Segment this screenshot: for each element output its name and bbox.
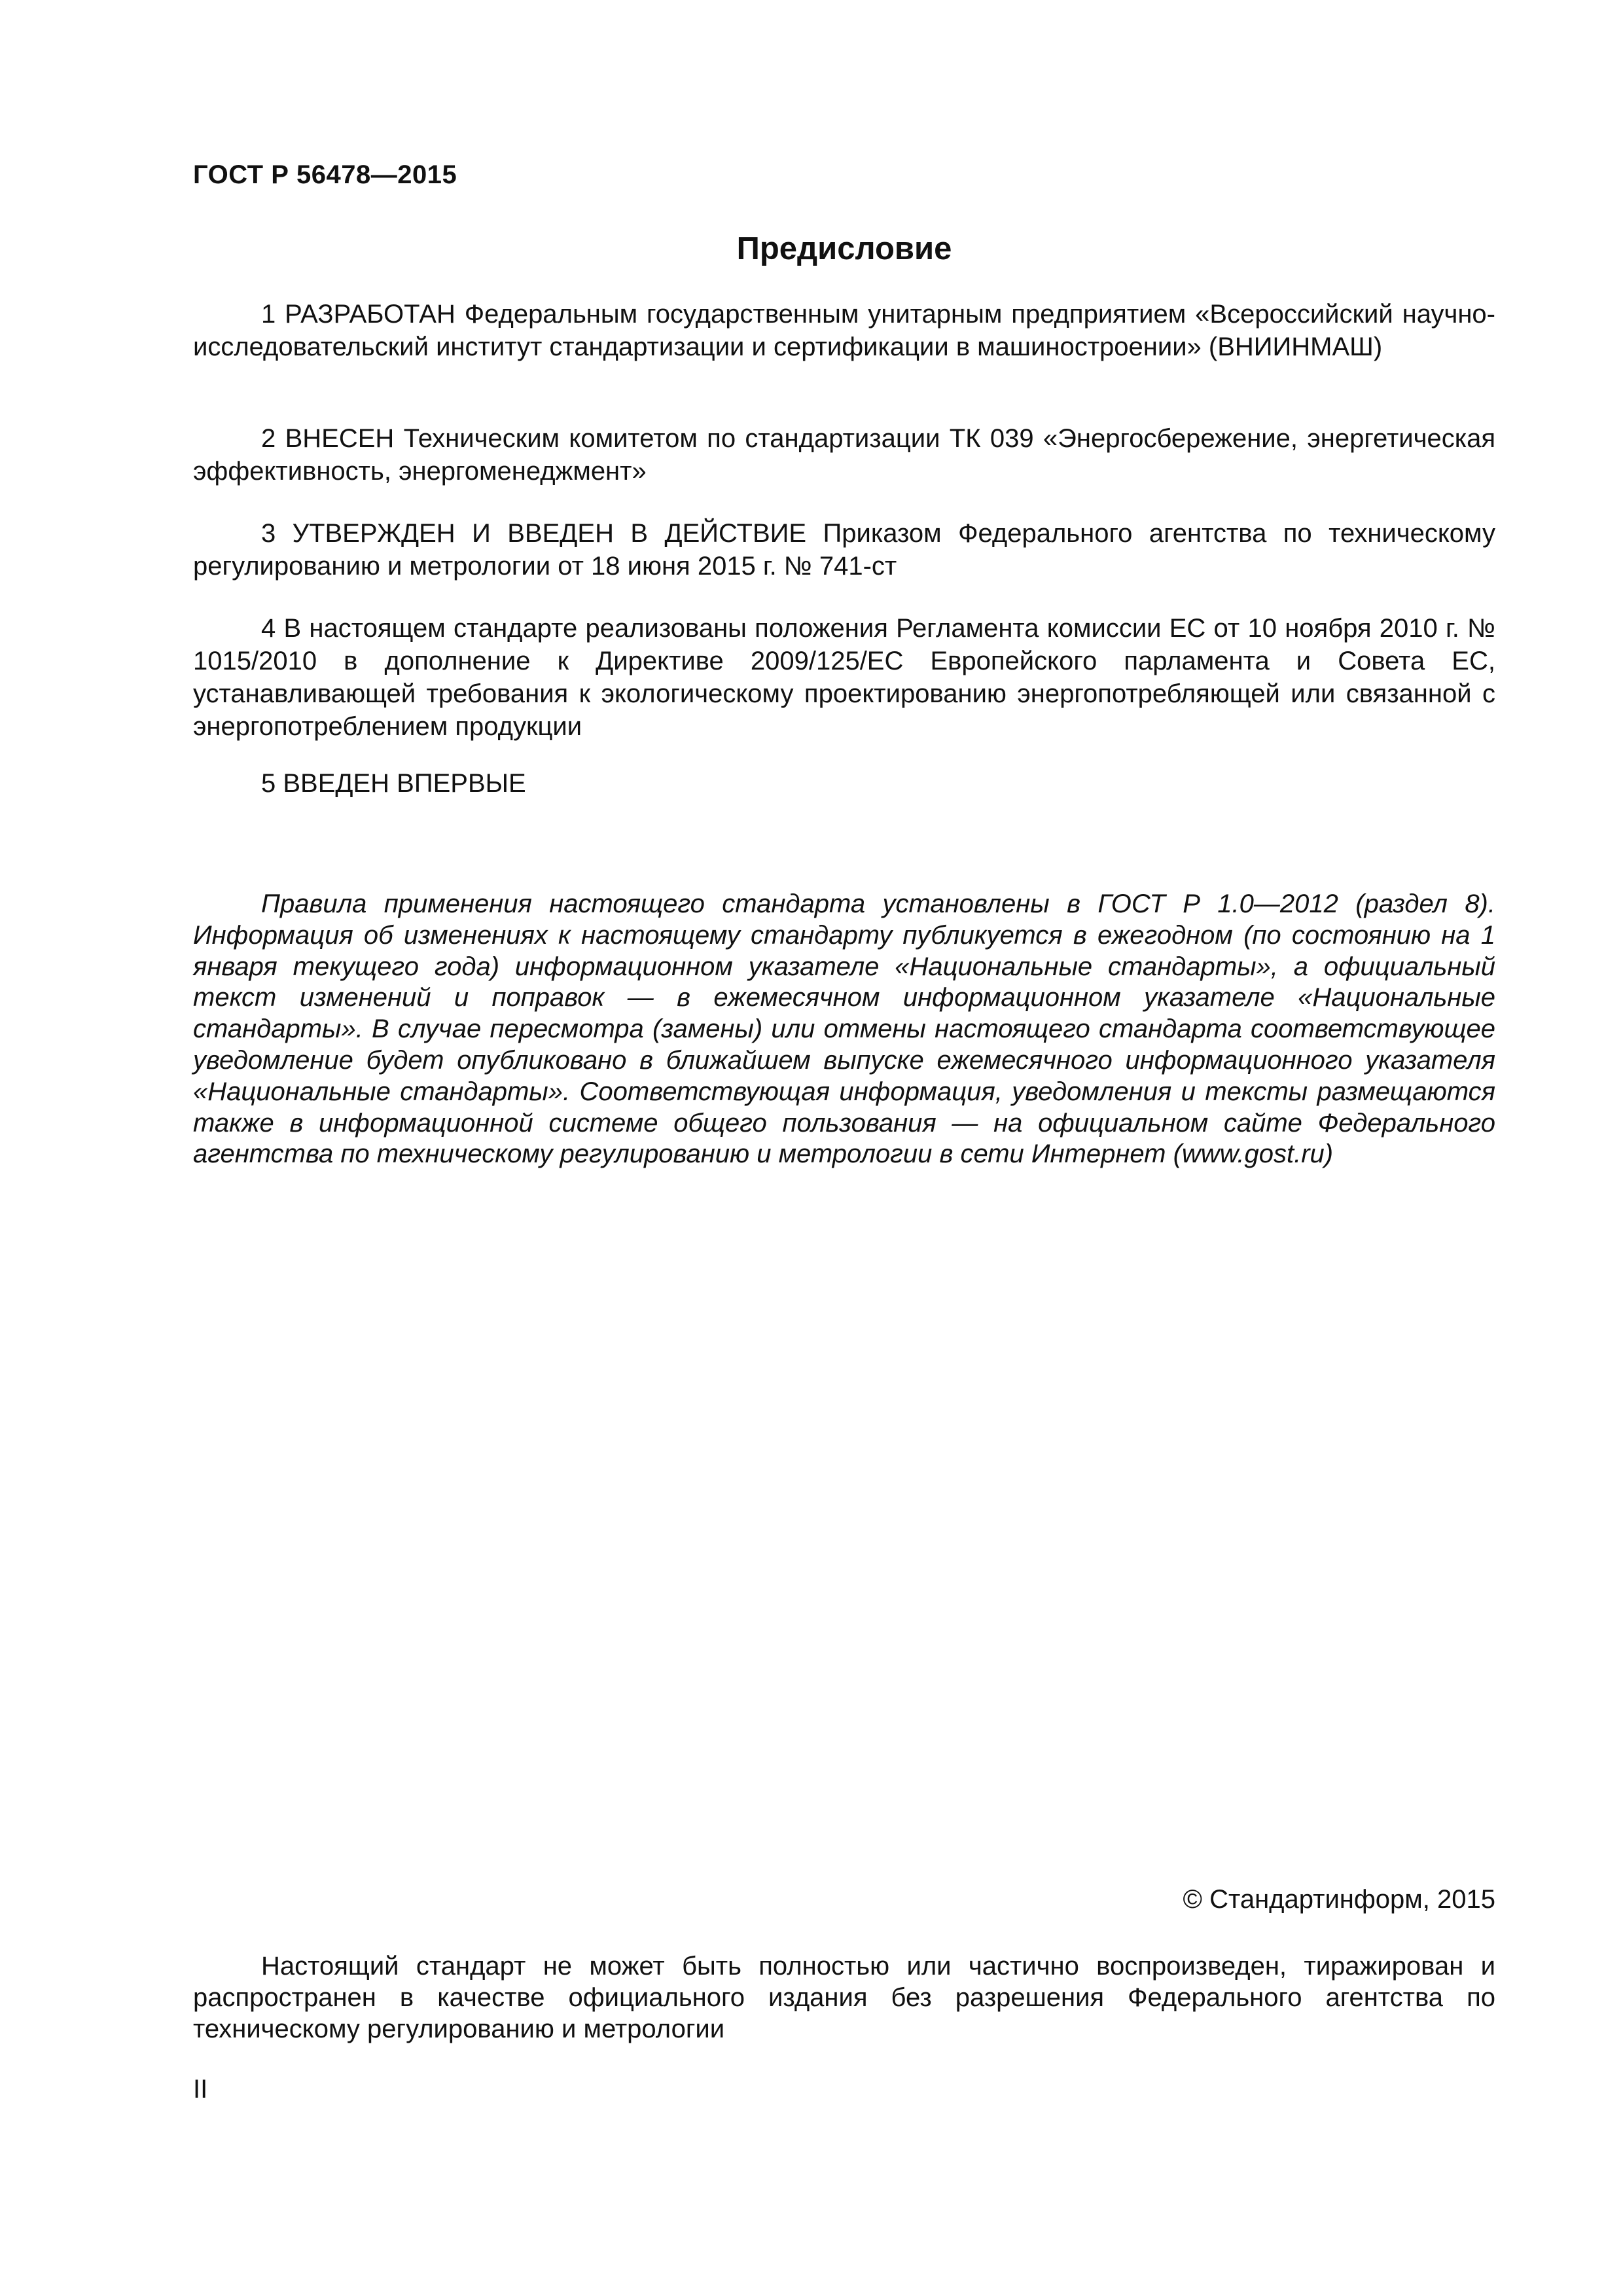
- page-title: Предисловие: [736, 231, 952, 266]
- paragraph-developed-by: 1 РАЗРАБОТАН Федеральным государственным унитарным предприятием «Всероссийский научно-исследовательский институт стандартизации и сертификации в машиностроении» (ВНИИНМАШ): [193, 300, 1495, 361]
- application-rules-note: Правила применения настоящего стандарта установлены в ГОСТ Р 1.0—2012 (раздел 8). Информация об изменениях к настоящему стандарту публикуется в ежегодном (по состоянию на 1 января текущего года) информационном указателе «Национальные стандарты», а официальный текст изменений и поправок — в ежемесячном информационном указателе «Национальные стандарты». В случае пересмотра (замены) или отмены настоящего стандарта соответствующее уведомление будет опубликовано в ближайшем выпуске ежемесячного информационного указателя «Национальные стандарты». Соответствующая информация, уведомления и тексты размещаются также в информационной системе общего пользования — на официальном сайте Федерального агентства по техническому регулированию и метрологии в сети Интернет (www.gost.ru): [193, 889, 1495, 1169]
- paragraph-first-introduced: 5 ВВЕДЕН ВПЕРВЫЕ: [261, 769, 526, 798]
- reproduction-rights-notice: Настоящий стандарт не может быть полностью или частично воспроизведен, тиражирован и распространен в качестве официального издания без разрешения Федерального агентства по техническому регулированию и метрологии: [193, 1952, 1495, 2043]
- paragraph-regulation: 4 В настоящем стандарте реализованы положения Регламента комиссии ЕС от 10 ноября 2010 г. № 1015/2010 в дополнение к Директиве 2009/125/ЕС Европейского парламента и Совета ЕС, устанавливающей требования к экологическому проектированию энергопотребляющей или связанной с энергопотреблением продукции: [193, 614, 1495, 741]
- copyright-notice: © Стандартинформ, 2015: [1183, 1885, 1495, 1914]
- paragraph-submitted-by: 2 ВНЕСЕН Техническим комитетом по стандартизации ТК 039 «Энергосбережение, энергетическая эффективность, энергоменеджмент»: [193, 424, 1495, 486]
- paragraph-approved: 3 УТВЕРЖДЕН И ВВЕДЕН В ДЕЙСТВИЕ Приказом Федерального агентства по техническому регулированию и метрологии от 18 июня 2015 г. № 741-ст: [193, 519, 1495, 581]
- document-code: ГОСТ Р 56478—2015: [193, 160, 457, 189]
- page-number: II: [193, 2075, 208, 2104]
